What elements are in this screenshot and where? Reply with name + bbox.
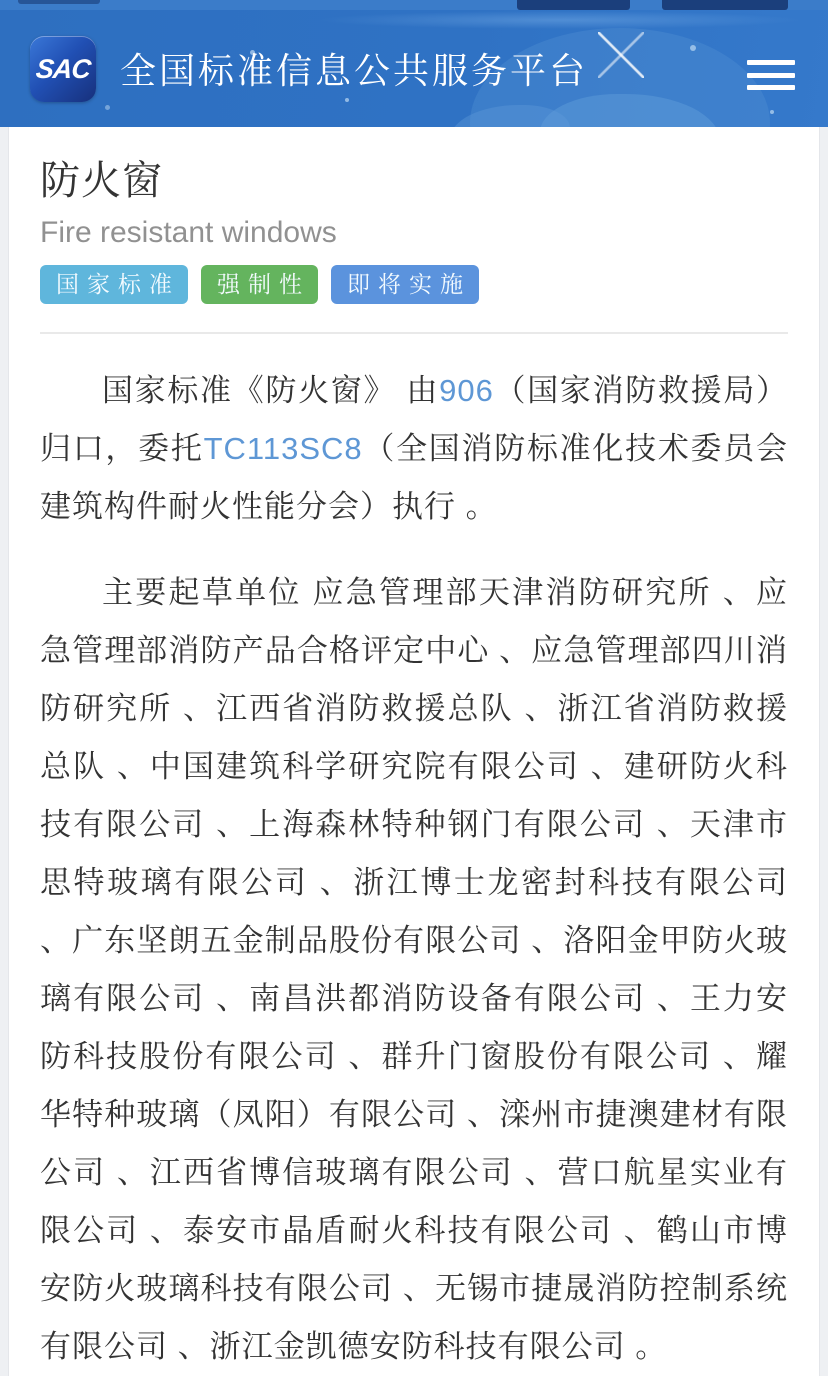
badge-national-standard: 国家标准 [40,265,188,304]
dot-decoration [770,110,774,114]
divider [40,332,788,334]
standard-title-zh: 防火窗 [40,159,163,203]
top-strip-decoration [18,0,100,4]
badge-row [40,265,788,304]
top-strip-decoration [517,0,630,10]
app-header [0,10,828,127]
hamburger-bar [747,60,795,65]
sparkle-icon [598,32,644,78]
badge-upcoming: 即将实施 [331,265,479,304]
dot-decoration [105,105,110,110]
sac-logo[interactable] [30,36,96,102]
dot-decoration [690,45,696,51]
hamburger-bar [747,85,795,90]
badge-mandatory: 强制性 [201,265,318,304]
paragraph-drafting-units: 主要起草单位 应急管理部天津消防研究所 、应急管理部消防产品合格评定中心 、应急管理部四川消防研究所 、江西省消防救援总队 、浙江省消防救援总队 、中国建筑科学研究院有限公司 、建研防火科技有限公司 、上海森林特种钢门有限公司 、天津市思特玻璃有限公司 、浙江博士龙密封科技有限公司 、广东坚朗五金制品股份有限公司 、洛阳金甲防火玻璃有限公司 、南昌洪都消防设备有限公司 、王力安防科技股份有限公司 、群升门窗股份有限公司 、耀华特种玻璃（凤阳）有限公司 、滦州市捷澳建材有限公司 、江西省博信玻璃有限公司 、营口航星实业有限公司 、泰安市晶盾耐火科技有限公司 、鹤山市博安防火玻璃科技有限公司 、无锡市捷晟消防控制系统有限公司 、浙江金凯德安防科技有限公司 。 [40,575,788,1364]
link-tc113sc8[interactable]: TC113SC8 [203,431,363,466]
sac-logo-text: SAC [34,53,92,84]
content-card [8,127,820,1376]
hamburger-bar [747,73,795,78]
top-strip-decoration [662,0,788,10]
top-strip [0,0,828,10]
paragraph-governance [40,362,788,536]
standard-title-en: Fire resistant windows [40,216,337,249]
governance-text: （国家消防救援局）归口，委托 [40,373,788,466]
governance-text: 国家标准《防火窗》 由 [102,373,440,408]
hamburger-menu-icon[interactable] [747,60,795,90]
link-906[interactable]: 906 [439,373,494,408]
governance-text: （全国消防标准化技术委员会建筑构件耐火性能分会）执行 。 [40,431,788,524]
app-title: 全国标准信息公共服务平台 [120,50,589,91]
